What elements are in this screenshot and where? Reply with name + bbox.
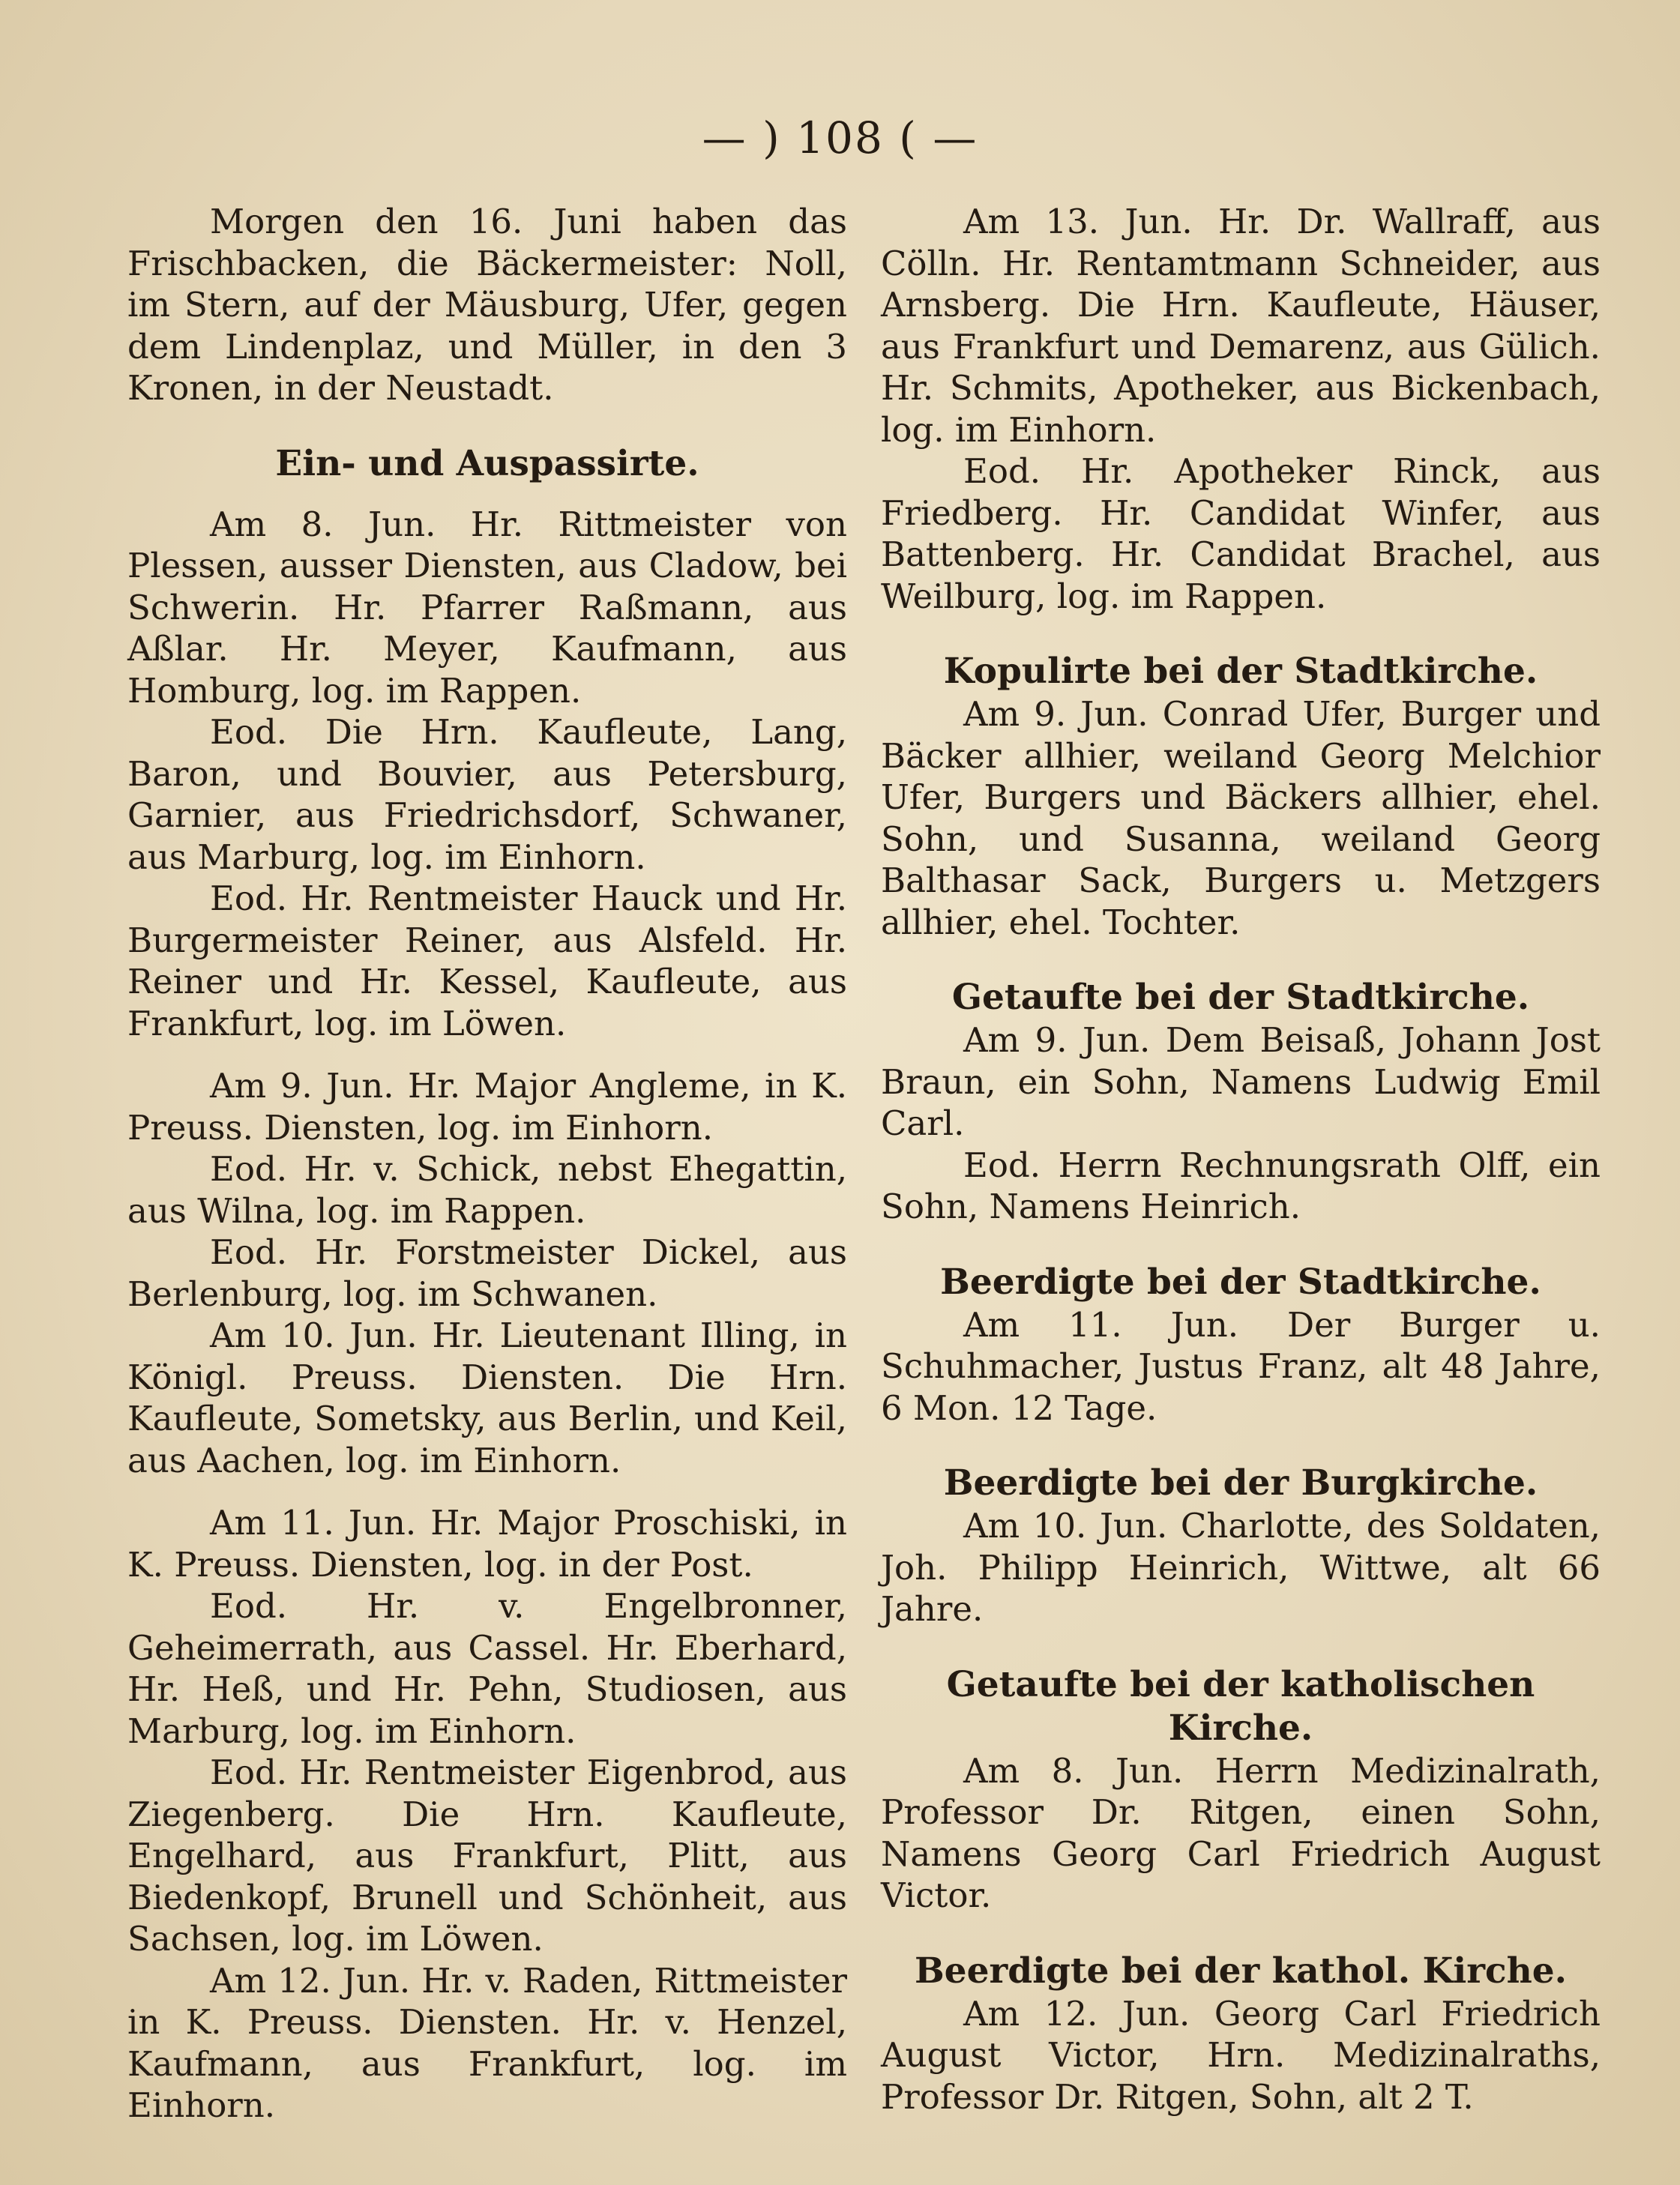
left-column	[127, 201, 847, 2127]
right-column	[881, 201, 1601, 2118]
traveler-entry: Eod. Hr. v. Engelbronner, Geheimerrath, aus Cassel. Hr. Eberhard, Hr. Heß, und Hr. Pehn, Studiosen, aus Marburg, log. im Einhorn.	[127, 1586, 847, 1751]
traveler-entry: Am 9. Jun. Hr. Major Angleme, in K. Preuss. Diensten, log. im Einhorn.	[127, 1066, 847, 1148]
traveler-entry: Am 12. Jun. Hr. v. Raden, Rittmeister in K. Preuss. Diensten. Hr. v. Henzel, Kaufmann, aus Frankfurt, log. im Einhorn.	[127, 1960, 847, 2125]
burial-entry: Am 10. Jun. Charlotte, des Soldaten, Joh. Philipp Heinrich, Wittwe, alt 66 Jahre.	[881, 1506, 1601, 1629]
section-heading-burials-burgkirche: Beerdigte bei der Burgkirche.	[943, 1462, 1538, 1504]
burial-entry: Am 11. Jun. Der Burger u. Schuhmacher, Justus Franz, alt 48 Jahre, 6 Mon. 12 Tage.	[881, 1304, 1601, 1428]
traveler-entry: Am 10. Jun. Hr. Lieutenant Illing, in Königl. Preuss. Diensten. Die Hrn. Kaufleute, Sometsky, aus Berlin, und Keil, aus Aachen, log. im Einhorn.	[127, 1315, 847, 1480]
traveler-entry: Am 13. Jun. Hr. Dr. Wallraff, aus Cölln. Hr. Rentamtmann Schneider, aus Arnsberg. Die Hrn. Kaufleute, Häuser, aus Frankfurt und Demarenz, aus Gülich. Hr. Schmits, Apotheker, aus Bickenbach, log. im Einhorn.	[881, 202, 1601, 450]
section-heading-baptisms-catholic: Getaufte bei der katholischen Kirche.	[946, 1663, 1535, 1749]
traveler-entry: Eod. Hr. Forstmeister Dickel, aus Berlenburg, log. im Schwanen.	[127, 1232, 847, 1314]
traveler-entry: Eod. Hr. Apotheker Rinck, aus Friedberg. Hr. Candidat Winfer, aus Battenberg. Hr. Candidat Brachel, aus Weilburg, log. im Rappen.	[881, 451, 1601, 616]
traveler-entry: Eod. Hr. Rentmeister Hauck und Hr. Burgermeister Reiner, aus Alsfeld. Hr. Reiner und Hr. Kessel, Kaufleute, aus Frankfurt, log. im Löwen.	[127, 878, 847, 1043]
section-heading-travelers: Ein- und Auspassirte.	[275, 442, 699, 484]
bakery-notice: Morgen den 16. Juni haben das Frischbacken, die Bäckermeister: Noll, im Stern, auf der Mäusburg, Ufer, gegen dem Lindenplaz, und Müller, in den 3 Kronen, in der Neustadt.	[127, 202, 847, 408]
section-heading-marriages: Kopulirte bei der Stadtkirche.	[943, 651, 1538, 692]
burial-entry: Am 12. Jun. Georg Carl Friedrich August Victor, Hrn. Medizinalraths, Professor Dr. Ritgen, Sohn, alt 2 T.	[881, 1993, 1601, 2117]
baptism-entry: Am 8. Jun. Herrn Medizinalrath, Professor Dr. Ritgen, einen Sohn, Namens Georg Carl Friedrich August Victor.	[881, 1750, 1601, 1915]
traveler-entry: Eod. Hr. v. Schick, nebst Ehegattin, aus Wilna, log. im Rappen.	[127, 1149, 847, 1231]
traveler-entry: Eod. Hr. Rentmeister Eigenbrod, aus Ziegenberg. Die Hrn. Kaufleute, Engelhard, aus Frankfurt, Plitt, aus Biedenkopf, Brunell und Schönheit, aus Sachsen, log. im Löwen.	[127, 1752, 847, 1959]
baptism-entry: Am 9. Jun. Dem Beisaß, Johann Jost Braun, ein Sohn, Namens Ludwig Emil Carl.	[881, 1020, 1601, 1143]
traveler-entry: Am 11. Jun. Hr. Major Proschiski, in K. Preuss. Diensten, log. in der Post.	[127, 1503, 847, 1585]
page-number-header: — ) 108 ( —	[702, 112, 978, 163]
marriage-entry: Am 9. Jun. Conrad Ufer, Burger und Bäcker allhier, weiland Georg Melchior Ufer, Burgers und Bäckers allhier, ehel. Sohn, und Susanna, weiland Georg Balthasar Sack, Burgers u. Metzgers allhier, ehel. Tochter.	[881, 694, 1601, 942]
section-heading-burials-catholic: Beerdigte bei der kathol. Kirche.	[914, 1950, 1568, 1992]
traveler-entry: Am 8. Jun. Hr. Rittmeister von Plessen, ausser Diensten, aus Cladow, bei Schwerin. Hr. Pfarrer Raßmann, aus Aßlar. Hr. Meyer, Kaufmann, aus Homburg, log. im Rappen.	[127, 504, 847, 711]
section-heading-baptisms-stadtkirche: Getaufte bei der Stadtkirche.	[951, 977, 1530, 1018]
baptism-entry: Eod. Herrn Rechnungsrath Olff, ein Sohn, Namens Heinrich.	[881, 1145, 1601, 1226]
traveler-entry: Eod. Die Hrn. Kaufleute, Lang, Baron, und Bouvier, aus Petersburg, Garnier, aus Friedrichsdorf, Schwaner, aus Marburg, log. im Einhorn.	[127, 712, 847, 877]
section-heading-burials-stadtkirche: Beerdigte bei der Stadtkirche.	[940, 1261, 1541, 1303]
